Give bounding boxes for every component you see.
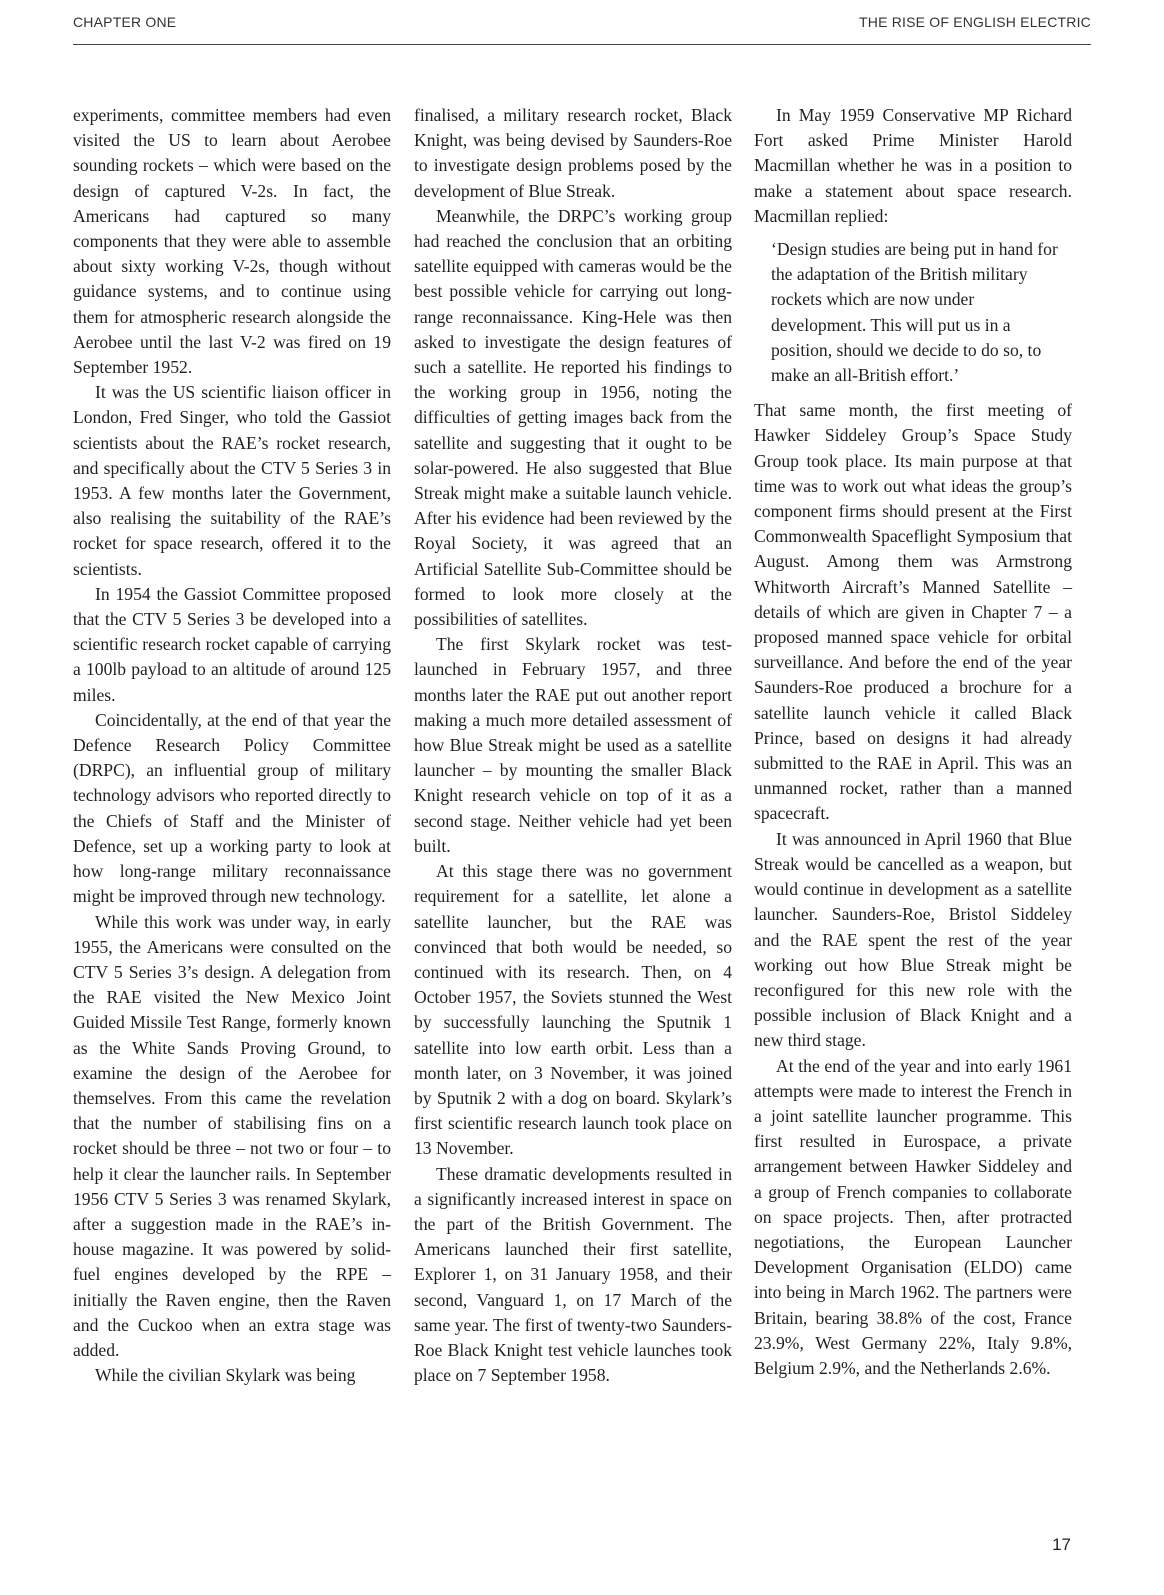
paragraph: That same month, the first meeting of Hawker Siddeley Group’s Space Study Group took place. Its main purpose at that time was to work out what ideas the group’s component firms should present at the First Commonwealth Spaceflight Symposium that August. Among them was Armstrong Whitworth Aircraft’s Manned Satellite – details of which are given in Chapter 7 – a proposed manned space vehicle for orbital surveillance. And before the end of the year Saunders-Roe produced a brochure for a satellite launch vehicle it called Black Prince, based on designs it had already submitted to the RAE in April. This was an unmanned rocket, rather than a manned spacecraft. <box>754 400 1072 824</box>
book-title: THE RISE OF ENGLISH ELECTRIC <box>859 14 1091 30</box>
chapter-label: CHAPTER ONE <box>73 14 177 30</box>
text-column-1 <box>73 103 391 1388</box>
paragraph: While this work was under way, in early 1955, the Americans were consulted on the CTV 5 Series 3’s design. A delegation from the RAE visited the New Mexico Joint Guided Missile Test Range, formerly known as the White Sands Proving Ground, to examine the design of the Aerobee for themselves. From this came the revelation that the number of stabilising fins on a rocket should be three – not two or four – to help it clear the launcher rails. In September 1956 CTV 5 Series 3 was renamed Skylark, after a suggestion made in the RAE’s in-house magazine. It was powered by solid-fuel engines developed by the RPE – initially the Raven engine, then the Raven and the Cuckoo when an extra stage was added. <box>73 911 391 1360</box>
paragraph: In 1954 the Gassiot Committee proposed that the CTV 5 Series 3 be developed into a scientific research rocket capable of carrying a 100lb payload to an altitude of around 125 miles. <box>73 583 391 705</box>
running-head <box>73 14 1091 34</box>
paragraph: These dramatic developments resulted in a significantly increased interest in space on the part of the British Government. The Americans launched their first satellite, Explorer 1, on 31 January 1958, and their second, Vanguard 1, on 17 March of the same year. The first of twenty-two Saunders-Roe Black Knight test vehicle launches took place on 7 September 1958. <box>414 1163 732 1386</box>
block-quote: ‘Design studies are being put in hand for the adaptation of the British military rockets which are now under development. This will put us in a position, should we decide to do so, to make an all-British effort.’ <box>771 239 1058 386</box>
header-rule <box>73 44 1091 45</box>
paragraph: The first Skylark rocket was test-launched in February 1957, and three months later the RAE put out another report making a much more detailed assessment of how Blue Streak might be used as a satellite launcher – by mounting the smaller Black Knight research vehicle on top of it as a second stage. Neither vehicle had yet been built. <box>414 634 732 856</box>
paragraph: It was the US scientific liaison officer in London, Fred Singer, who told the Gassiot scientists about the RAE’s rocket research, and specifically about the CTV 5 Series 3 in 1953. A few months later the Government, also realising the suitability of the RAE’s rocket for space research, offered it to the scientists. <box>73 382 391 579</box>
text-column-3 <box>754 103 1072 1381</box>
paragraph: Coincidentally, at the end of that year the Defence Research Policy Committee (DRPC), an influential group of military technology advisors who reported directly to the Chiefs of Staff and the Minister of Defence, set up a working party to look at how long-range military reconnaissance might be improved through new technology. <box>73 709 391 907</box>
paragraph: While the civilian Skylark was being <box>95 1365 356 1386</box>
page-number: 17 <box>1052 1535 1071 1554</box>
paragraph: Meanwhile, the DRPC’s working group had reached the conclusion that an orbiting satellite equipped with cameras would be the best possible vehicle for carrying out long-range reconnaissance. King-Hele was then asked to investigate the design features of such a satellite. He reported his findings to the working group in 1956, noting the difficulties of getting images back from the satellite and suggesting that it ought to be solar-powered. He also suggested that Blue Streak might make a suitable launch vehicle. After his evidence had been reviewed by the Royal Society, it was agreed that an Artificial Satellite Sub-Committee should be formed to look more closely at the possibilities of satellites. <box>414 205 732 630</box>
text-column-2 <box>414 103 732 1388</box>
paragraph: At the end of the year and into early 1961 attempts were made to interest the French in a joint satellite launcher programme. This first resulted in Eurospace, a private arrangement between Hawker Siddeley and a group of French companies to collaborate on space projects. Then, after protracted negotiations, the European Launcher Development Organisation (ELDO) came into being in March 1962. The partners were Britain, bearing 38.8% of the cost, France 23.9%, West Germany 22%, Italy 9.8%, Belgium 2.9%, and the Netherlands 2.6%. <box>754 1055 1072 1378</box>
paragraph: At this stage there was no government requirement for a satellite, let alone a satellite launcher, but the RAE was convinced that both would be needed, so continued with its research. Then, on 4 October 1957, the Soviets stunned the West by successfully launching the Sputnik 1 satellite into low earth orbit. Less than a month later, on 3 November, it was joined by Sputnik 2 with a dog on board. Skylark’s first scientific research launch took place on 13 November. <box>414 861 732 1159</box>
paragraph: It was announced in April 1960 that Blue Streak would be cancelled as a weapon, but would continue in development as a satellite launcher. Saunders-Roe, Bristol Siddeley and the RAE spent the rest of the year working out how Blue Streak might be reconfigured for this new role with the possible inclusion of Black Knight and a new third stage. <box>754 828 1072 1051</box>
paragraph: experiments, committee members had even visited the US to learn about Aerobee sounding rockets – which were based on the design of captured V-2s. In fact, the Americans had captured so many components that they were able to assemble about sixty working V-2s, though without guidance systems, and to continue using them for atmospheric research alongside the Aerobee until the last V-2 was fired on 19 September 1952. <box>73 105 391 378</box>
paragraph: finalised, a military research rocket, Black Knight, was being devised by Saunders-Roe to investigate design problems posed by the development of Blue Streak. <box>414 105 732 201</box>
paragraph: In May 1959 Conservative MP Richard Fort asked Prime Minister Harold Macmillan whether he was in a position to make a statement about space research. Macmillan replied: <box>754 105 1072 226</box>
